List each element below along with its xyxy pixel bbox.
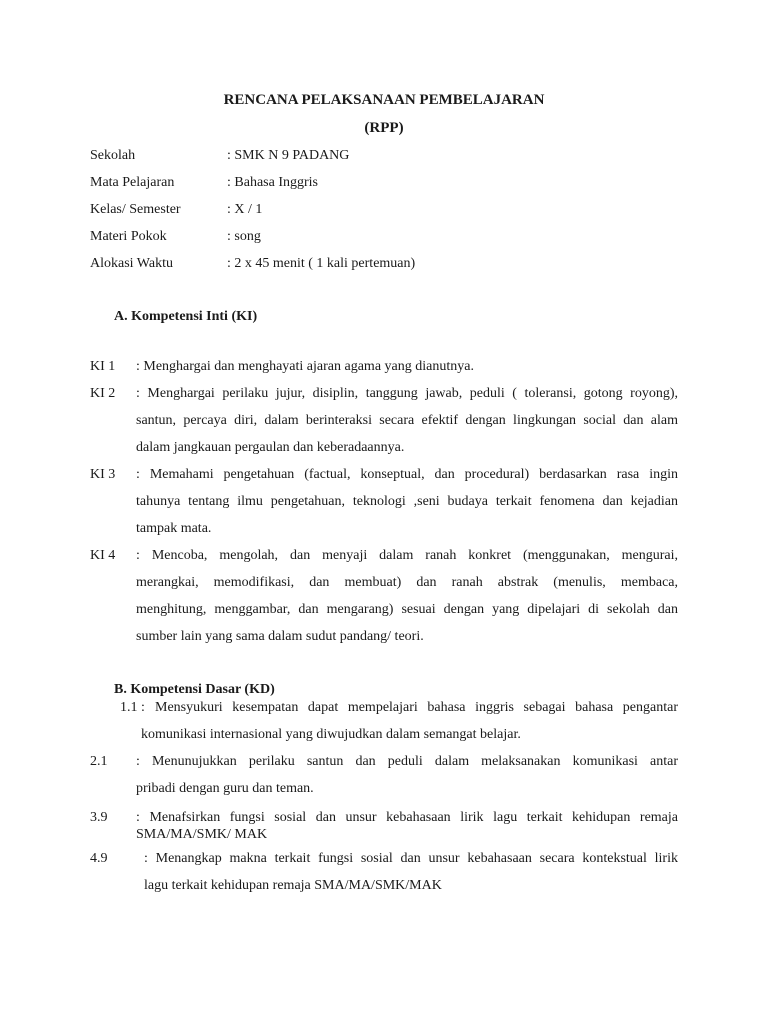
identity-value-sekolah: : SMK N 9 PADANG xyxy=(227,148,350,163)
section-b-heading: B. Kompetensi Dasar (KD) xyxy=(114,682,275,697)
document-title: RENCANA PELAKSANAAN PEMBELAJARAN xyxy=(223,92,545,108)
identity-label-sekolah: Sekolah xyxy=(90,148,136,163)
identity-value-kelas: : X / 1 xyxy=(227,202,263,217)
ki4-line-2: merangkai, memodifikasi, dan membuat) dan ranah abstrak (menulis, membaca, xyxy=(136,575,678,590)
ki2-line-2: santun, percaya diri, dalam berinteraksi secara efektif dengan lingkungan social dan alam xyxy=(136,413,678,428)
identity-value-materi: : song xyxy=(227,229,261,244)
identity-label-mapel: Mata Pelajaran xyxy=(90,175,175,190)
kd39-line-2: SMA/MA/SMK/ MAK xyxy=(136,827,268,842)
kd11-code: 1.1 : xyxy=(120,700,145,715)
identity-label-kelas: Kelas/ Semester xyxy=(90,202,181,217)
ki3-code: KI 3 xyxy=(90,467,116,482)
kd49-code: 4.9 xyxy=(90,851,108,866)
identity-value-alokasi: : 2 x 45 menit ( 1 kali pertemuan) xyxy=(227,256,416,271)
kd21-code: 2.1 xyxy=(90,754,108,769)
ki3-line-2: tahunya tentang ilmu pengetahuan, teknologi ,seni budaya terkait fenomena dan kejadian xyxy=(136,494,678,509)
ki3-line-1: : Memahami pengetahuan (factual, konseptual, dan procedural) berdasarkan rasa ingin xyxy=(136,467,678,482)
identity-value-mapel: : Bahasa Inggris xyxy=(227,175,318,190)
ki2-line-3: dalam jangkauan pergaulan dan keberadaannya. xyxy=(136,440,405,455)
kd49-line-1: : Menangkap makna terkait fungsi sosial dan unsur kebahasaan secara kontekstual lirik xyxy=(144,851,678,866)
kd39-line-1: : Menafsirkan fungsi sosial dan unsur kebahasaan lirik lagu terkait kehidupan remaja xyxy=(136,810,678,825)
kd11-line-1: Mensyukuri kesempatan dapat mempelajari bahasa inggris sebagai bahasa pengantar xyxy=(155,700,678,715)
ki2-line-1: : Menghargai perilaku jujur, disiplin, tanggung jawab, peduli ( toleransi, gotong royong), xyxy=(136,386,678,401)
kd49-line-2: lagu terkait kehidupan remaja SMA/MA/SMK/MAK xyxy=(144,878,442,893)
identity-label-materi: Materi Pokok xyxy=(90,229,167,244)
ki1-code: KI 1 xyxy=(90,359,116,374)
ki3-line-3: tampak mata. xyxy=(136,521,212,536)
section-a-heading: A. Kompetensi Inti (KI) xyxy=(114,309,258,324)
ki4-code: KI 4 xyxy=(90,548,116,563)
document-subtitle: (RPP) xyxy=(364,120,404,136)
ki2-code: KI 2 xyxy=(90,386,116,401)
kd39-code: 3.9 xyxy=(90,810,108,825)
ki4-line-3: menghitung, menggambar, dan mengarang) sesuai dengan yang dipelajari di sekolah dan xyxy=(136,602,678,617)
ki4-line-1: : Mencoba, mengolah, dan menyaji dalam ranah konkret (menggunakan, mengurai, xyxy=(136,548,678,563)
ki1-line-1: : Menghargai dan menghayati ajaran agama yang dianutnya. xyxy=(136,359,474,374)
kd21-line-2: pribadi dengan guru dan teman. xyxy=(136,781,314,796)
kd11-line-2: komunikasi internasional yang diwujudkan dalam semangat belajar. xyxy=(141,727,521,742)
kd21-line-1: : Menunujukkan perilaku santun dan peduli dalam melaksanakan komunikasi antar xyxy=(136,754,678,769)
identity-label-alokasi: Alokasi Waktu xyxy=(90,256,173,271)
ki4-line-4: sumber lain yang sama dalam sudut pandang/ teori. xyxy=(136,629,424,644)
